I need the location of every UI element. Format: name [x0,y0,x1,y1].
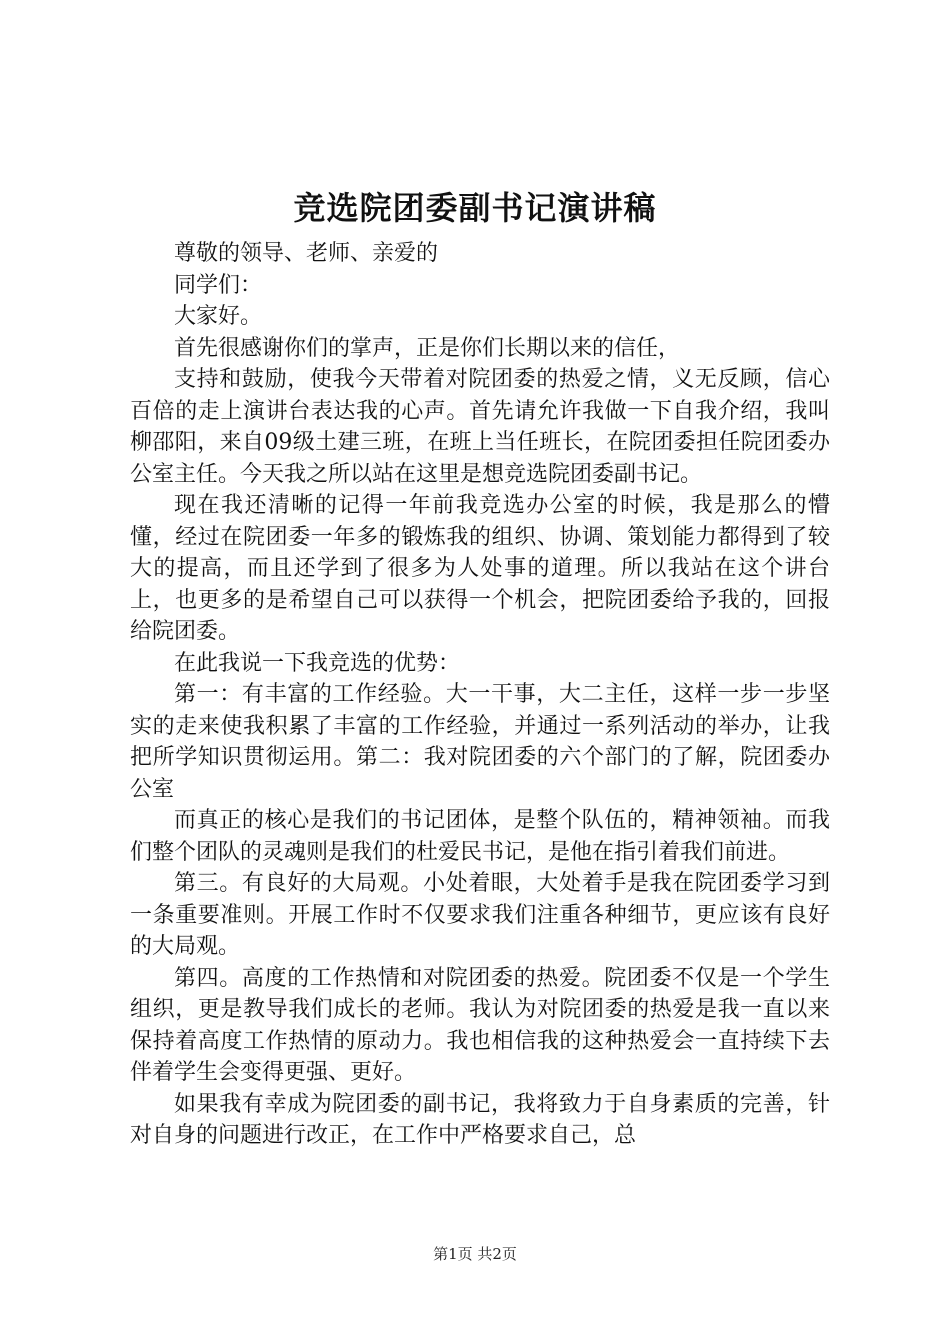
document-body [130,238,830,1152]
paragraph: 在此我说一下我竞选的优势： [174,650,461,676]
page-number-footer: 第1页 共2页 [433,1245,517,1263]
paragraph: 首先很感谢你们的掌声，正是你们长期以来的信任， [174,335,681,361]
paragraph: 尊敬的领导、老师、亲爱的 [174,241,439,266]
paragraph: 现在我还清晰的记得一年前我竞选办公室的时候，我是那么的懵懂，经过在院团委一年多的锻炼我的组织、协调、策划能力都得到了较大的提高，而且还学到了很多为人处事的道理。所以我站在这个讲台上，也更多的是希望自己可以获得一个机会，把院团委给予我的，回报给院团委。 [130,493,830,644]
paragraph: 第四。高度的工作热情和对院团委的热爱。院团委不仅是一个学生组织，更是教导我们成长的老师。我认为对院团委的热爱是我一直以来保持着高度工作热情的原动力。我也相信我的这种热爱会一直持续下去伴着学生会变得更强、更好。 [130,965,830,1085]
document-title: 竞选院团委副书记演讲稿 [293,189,657,227]
paragraph: 同学们： [174,272,263,298]
paragraph: 第一：有丰富的工作经验。大一干事，大二主任，这样一步一步坚实的走来使我积累了丰富的工作经验，并通过一系列活动的举办，让我把所学知识贯彻运用。第二：我对院团委的六个部门的了解，院团委办公室 [130,682,830,802]
paragraph: 而真正的核心是我们的书记团体，是整个队伍的，精神领袖。而我们整个团队的灵魂则是我们的杜爱民书记，是他在指引着我们前进。 [130,808,830,865]
paragraph: 如果我有幸成为院团委的副书记，我将致力于自身素质的完善，针对自身的问题进行改正，在工作中严格要求自己，总 [130,1091,830,1148]
paragraph: 第三。有良好的大局观。小处着眼，大处着手是我在院团委学习到一条重要准则。开展工作时不仅要求我们注重各种细节，更应该有良好的大局观。 [130,871,830,959]
paragraph: 大家好。 [174,304,263,329]
paragraph: 支持和鼓励，使我今天带着对院团委的热爱之情，义无反顾，信心百倍的走上演讲台表达我的心声。首先请允许我做一下自我介绍，我叫柳邵阳，来自09级土建三班，在班上当任班长，在院团委担任院团委办公室主任。今天我之所以站在这里是想竞选院团委副书记。 [130,367,830,487]
